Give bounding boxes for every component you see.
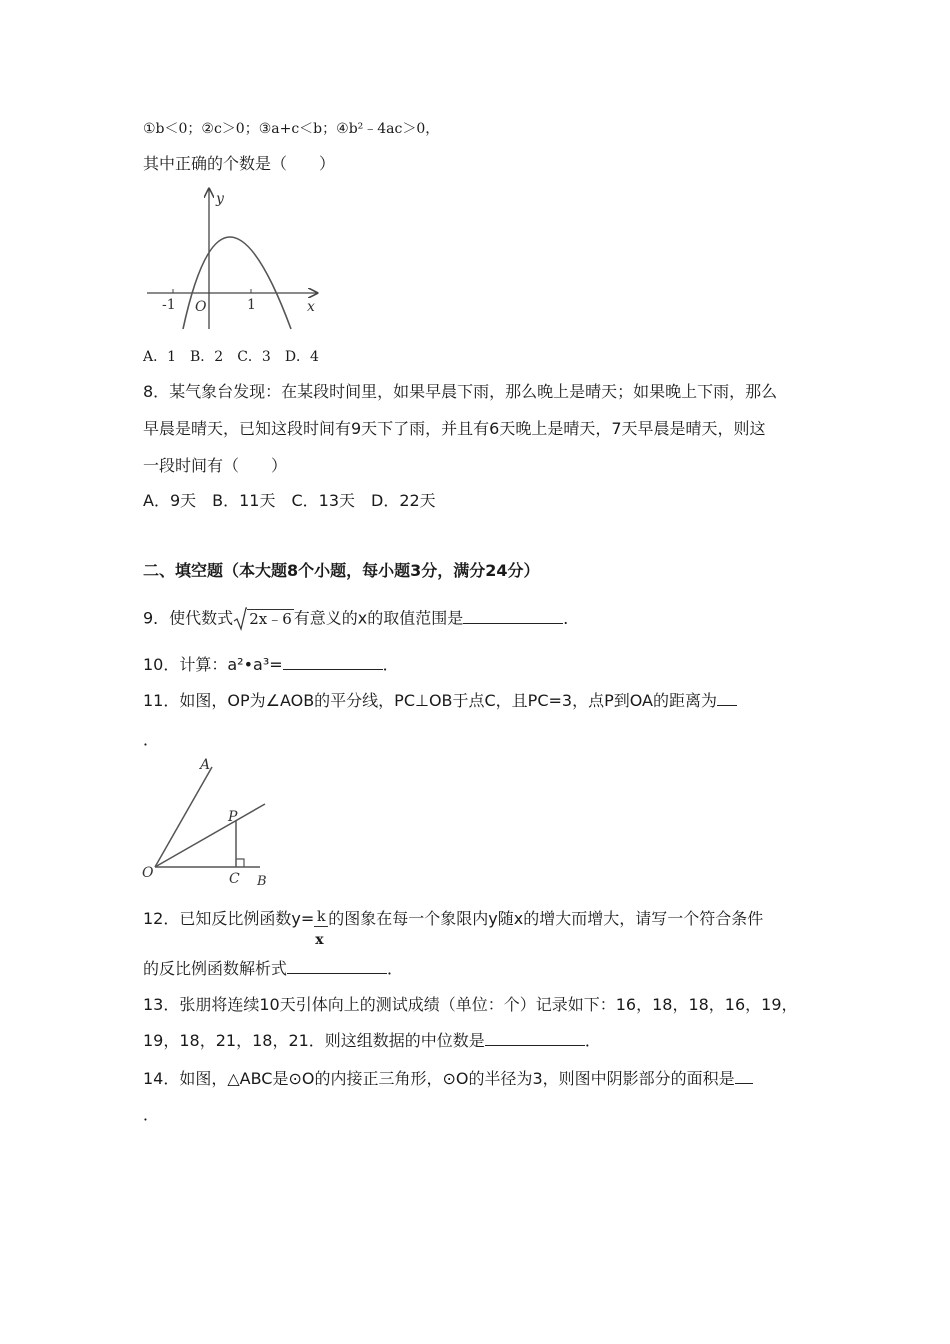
q12-numerator: k bbox=[314, 908, 328, 927]
q12-line2-text: 的反比例函数解析式 bbox=[143, 959, 288, 978]
label-p: P bbox=[228, 809, 238, 825]
q12-denominator: x bbox=[315, 932, 324, 948]
q11-text: 11．如图，OP为∠AOB的平分线，PC⊥OB于点C，且PC=3，点P到OA的距离为 bbox=[143, 691, 717, 710]
q10-prefix: 10．计算：a²•a³= bbox=[143, 655, 283, 674]
q9-answer-blank[interactable] bbox=[463, 609, 563, 624]
label-b: B bbox=[257, 874, 267, 889]
angle-bisector-figure bbox=[140, 755, 275, 890]
graph-label-neg-one: -1 bbox=[162, 297, 176, 313]
q13-line1: 13．张朋将连续10天引体向上的测试成绩（单位：个）记录如下：16，18，18，16，19， bbox=[143, 995, 798, 1014]
q13-line2 bbox=[143, 1030, 601, 1052]
q14-end: ． bbox=[143, 1105, 160, 1124]
q11-end: ． bbox=[143, 730, 160, 749]
q12-prefix: 12．已知反比例函数y= bbox=[143, 909, 315, 928]
q12-fraction bbox=[314, 908, 328, 948]
parabola-curve bbox=[183, 237, 291, 329]
q7-options: A．1 B．2 C．3 D．4 bbox=[143, 349, 319, 365]
q8-line2: 早晨是晴天，已知这段时间有9天下了雨，并且有6天晚上是晴天，7天早晨是晴天，则这 bbox=[143, 419, 766, 438]
q11-line bbox=[143, 690, 737, 712]
graph-label-x: x bbox=[307, 299, 315, 315]
q14-text: 14．如图，△ABC是⊙O的内接正三角形，⊙O的半径为3，则图中阴影部分的面积是 bbox=[143, 1069, 735, 1088]
q8-line1: 8．某气象台发现：在某段时间里，如果早晨下雨，那么晚上是晴天；如果晚上下雨，那么 bbox=[143, 382, 778, 401]
q12-end: ． bbox=[387, 959, 404, 978]
right-angle-mark bbox=[236, 859, 244, 867]
q11-answer-blank[interactable] bbox=[717, 691, 737, 706]
q8-line3: 一段时间有（ ） bbox=[143, 456, 288, 475]
ray-oa bbox=[155, 767, 212, 867]
q12-answer-blank[interactable] bbox=[287, 959, 387, 974]
ray-op bbox=[155, 804, 265, 867]
q14-answer-blank[interactable] bbox=[735, 1069, 753, 1084]
q10-line bbox=[143, 654, 399, 676]
graph-label-origin: O bbox=[195, 299, 207, 315]
q9-radicand: 2x﹣6 bbox=[249, 609, 292, 628]
q12-line1 bbox=[143, 908, 764, 948]
label-o: O bbox=[142, 865, 154, 881]
q10-answer-blank[interactable] bbox=[283, 655, 383, 670]
q7-statements: ①b＜0；②c＞0；③a+c＜b；④b²﹣4ac＞0， bbox=[143, 121, 440, 137]
q10-end: ． bbox=[382, 655, 399, 674]
q13-line2-text: 19，18，21，18，21．则这组数据的中位数是 bbox=[143, 1031, 485, 1050]
graph-label-one: 1 bbox=[247, 297, 256, 313]
q12-line2 bbox=[143, 958, 403, 980]
section-heading: 二、填空题（本大题8个小题，每小题3分，满分24分） bbox=[143, 561, 540, 580]
q9-radical bbox=[233, 607, 294, 631]
q13-answer-blank[interactable] bbox=[485, 1031, 585, 1046]
q12-suffix: 的图象在每一个象限内y随x的增大而增大，请写一个符合条件 bbox=[328, 909, 764, 928]
label-c: C bbox=[229, 871, 240, 887]
q8-options: A．9天 B．11天 C．13天 D．22天 bbox=[143, 491, 436, 510]
q9-prefix: 9．使代数式 bbox=[143, 608, 234, 628]
q9-line bbox=[143, 607, 579, 631]
label-a: A bbox=[200, 757, 211, 773]
q9-end: ． bbox=[563, 608, 580, 628]
q13-end: ． bbox=[584, 1031, 601, 1050]
q9-suffix: 有意义的x的取值范围是 bbox=[293, 608, 464, 628]
parabola-graph bbox=[143, 183, 328, 333]
q7-stem: 其中正确的个数是（ ） bbox=[143, 154, 336, 173]
q14-line bbox=[143, 1068, 753, 1090]
graph-label-y: y bbox=[216, 191, 224, 207]
